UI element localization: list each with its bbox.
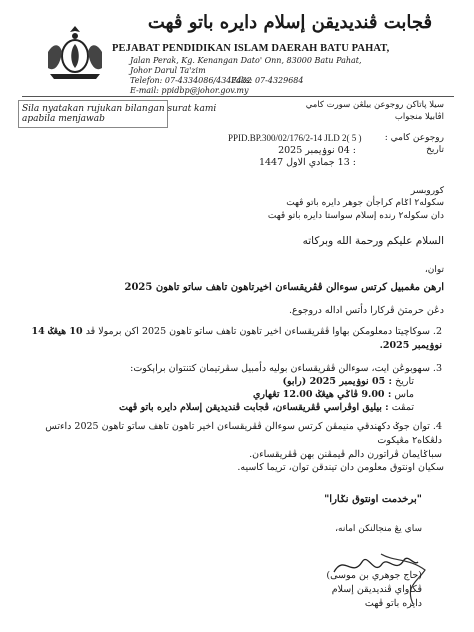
signatory-office: دايره باتو ڤهت xyxy=(364,598,422,609)
schedule-place-value: : بيليق اوڤراسي ڤڤريقساءن، ڤجابت ڤنديديقن إسلام دايره باتو ڤهت xyxy=(119,402,389,413)
header-title: PEJABAT PENDIDIKAN ISLAM DAERAH BATU PAHAT, xyxy=(112,43,390,54)
schedule-date-label: تاريخ xyxy=(395,376,414,387)
reference-number: PPID.BP.300/02/176/2-14 JLD 2( 5 ) xyxy=(228,133,362,143)
reference-note-line1: Sila nyatakan rujukan bilangan surat kami xyxy=(22,104,217,114)
signatory-name: (حاج جوهري بن موسى) xyxy=(326,570,422,581)
johor-crest-icon xyxy=(40,22,110,82)
paragraph-4-line2: سباݢايمان ڤراتورن دالم ڤيمڤنن بهن ڤڤريقساءن. xyxy=(249,449,442,460)
reference-note-line2: apabila menjawab xyxy=(22,114,105,124)
schedule-place-label: تمڤت xyxy=(391,402,414,413)
recipient-line: كوروبسر xyxy=(410,186,444,196)
paragraph-4 xyxy=(28,420,442,462)
paragraph-2-month: نوۏيمبر 2025. xyxy=(379,340,442,351)
schedule-time-value: : 9.00 ڤاݢي هيڠݢ 12.00 تڠهاري xyxy=(252,389,392,400)
paragraph-2-text: 2. سوكاچيتا دمعلومكن بهاوا ڤڤريقساءن اخير تاهون تاهف ساتو تاهون 2025 اكن برمولا ڤد xyxy=(85,326,442,337)
hijri-date-value: : 13 جمادي الاول 1447 xyxy=(258,157,356,168)
motto: "برخدمت اونتوق نݢارا" xyxy=(324,494,422,505)
schedule-date-value: : 05 نوۏيمبر 2025 (رابو) xyxy=(282,376,393,387)
closing-line: سكيان اونتوق معلومن دان تيندقن توان، تريما كاسيه. xyxy=(237,462,444,473)
reference-jawi-note-line2: اڤابيلا منجواب xyxy=(394,112,444,122)
paragraph-4-line1: 4. توان جوݢ دكهندقي منيمڤن كرتس سوءالن ڤڤريقساءن اخير تاهون تاهف ساتو تاهون 2025 داءتس دلڠكاه٢ مڠيكوت xyxy=(45,421,442,446)
reference-label: روجوعن كامي : xyxy=(384,133,444,143)
schedule-time-row xyxy=(253,389,414,400)
header-jawi-title: ڤجابت ڤنديديقن إسلام دايره باتو ڤهت xyxy=(147,12,433,33)
paragraph-3: 3. سهوبوڠن ايت، سوءالن ڤڤريقساءن بوليه دأمبيل سڤرتيمان كتنتوان براٻكوت: xyxy=(130,363,442,374)
paragraph-2-range: 10 هيڠݢ 14 xyxy=(31,326,83,337)
date-label: تاريخ xyxy=(426,145,444,155)
header-email: E-mail: ppidbp@johor.gov.my xyxy=(130,86,249,95)
greeting: توان، xyxy=(424,265,444,275)
recipient-line: دان سكوله٢ رنده إسلام سواستا دايره باتو ڤهت xyxy=(267,211,444,221)
header-telephone: Telefon: 07-4334086/4342432 xyxy=(130,76,252,85)
salutation: السلام عليكم ورحمة الله وبركاته xyxy=(302,235,444,247)
header-address-line1: Jalan Perak, Kg. Kenangan Dato' Onn, 83000 Batu Pahat, xyxy=(130,56,362,65)
paragraph-2 xyxy=(28,325,442,353)
trust-line: ساي يڠ منجالنكن امانه، xyxy=(335,524,422,534)
signatory-position: ڤڬاواي ڤنديديقن إسلام xyxy=(331,584,422,595)
subject-line: ارهن مڠمبيل كرتس سوءالن ڤڤريقساءن اخيرتاهون تاهف ساتو تاهون 2025 xyxy=(124,282,444,293)
schedule-place-row xyxy=(119,402,414,413)
paragraph-1: دڠن حرمتڽ ڤركارا دأتس اداله دروجوع. xyxy=(289,305,444,316)
date-value: : 04 نوۏيمبر 2025 xyxy=(278,145,356,156)
header-address-line2: Johor Darul Ta'zim xyxy=(130,66,206,75)
schedule-date-row xyxy=(282,376,414,387)
header-fax: Faks: 07-4329684 xyxy=(231,76,304,85)
reference-jawi-note-line1: سيلا پاتاكن روجوعن بيلڠن سورت كامي xyxy=(305,100,444,110)
recipient-line: سكوله٢ اݢام كراجأن جوهر دايره باتو ڤهت xyxy=(286,198,444,208)
header-divider xyxy=(22,96,454,97)
schedule-time-label: ماس xyxy=(394,389,414,400)
